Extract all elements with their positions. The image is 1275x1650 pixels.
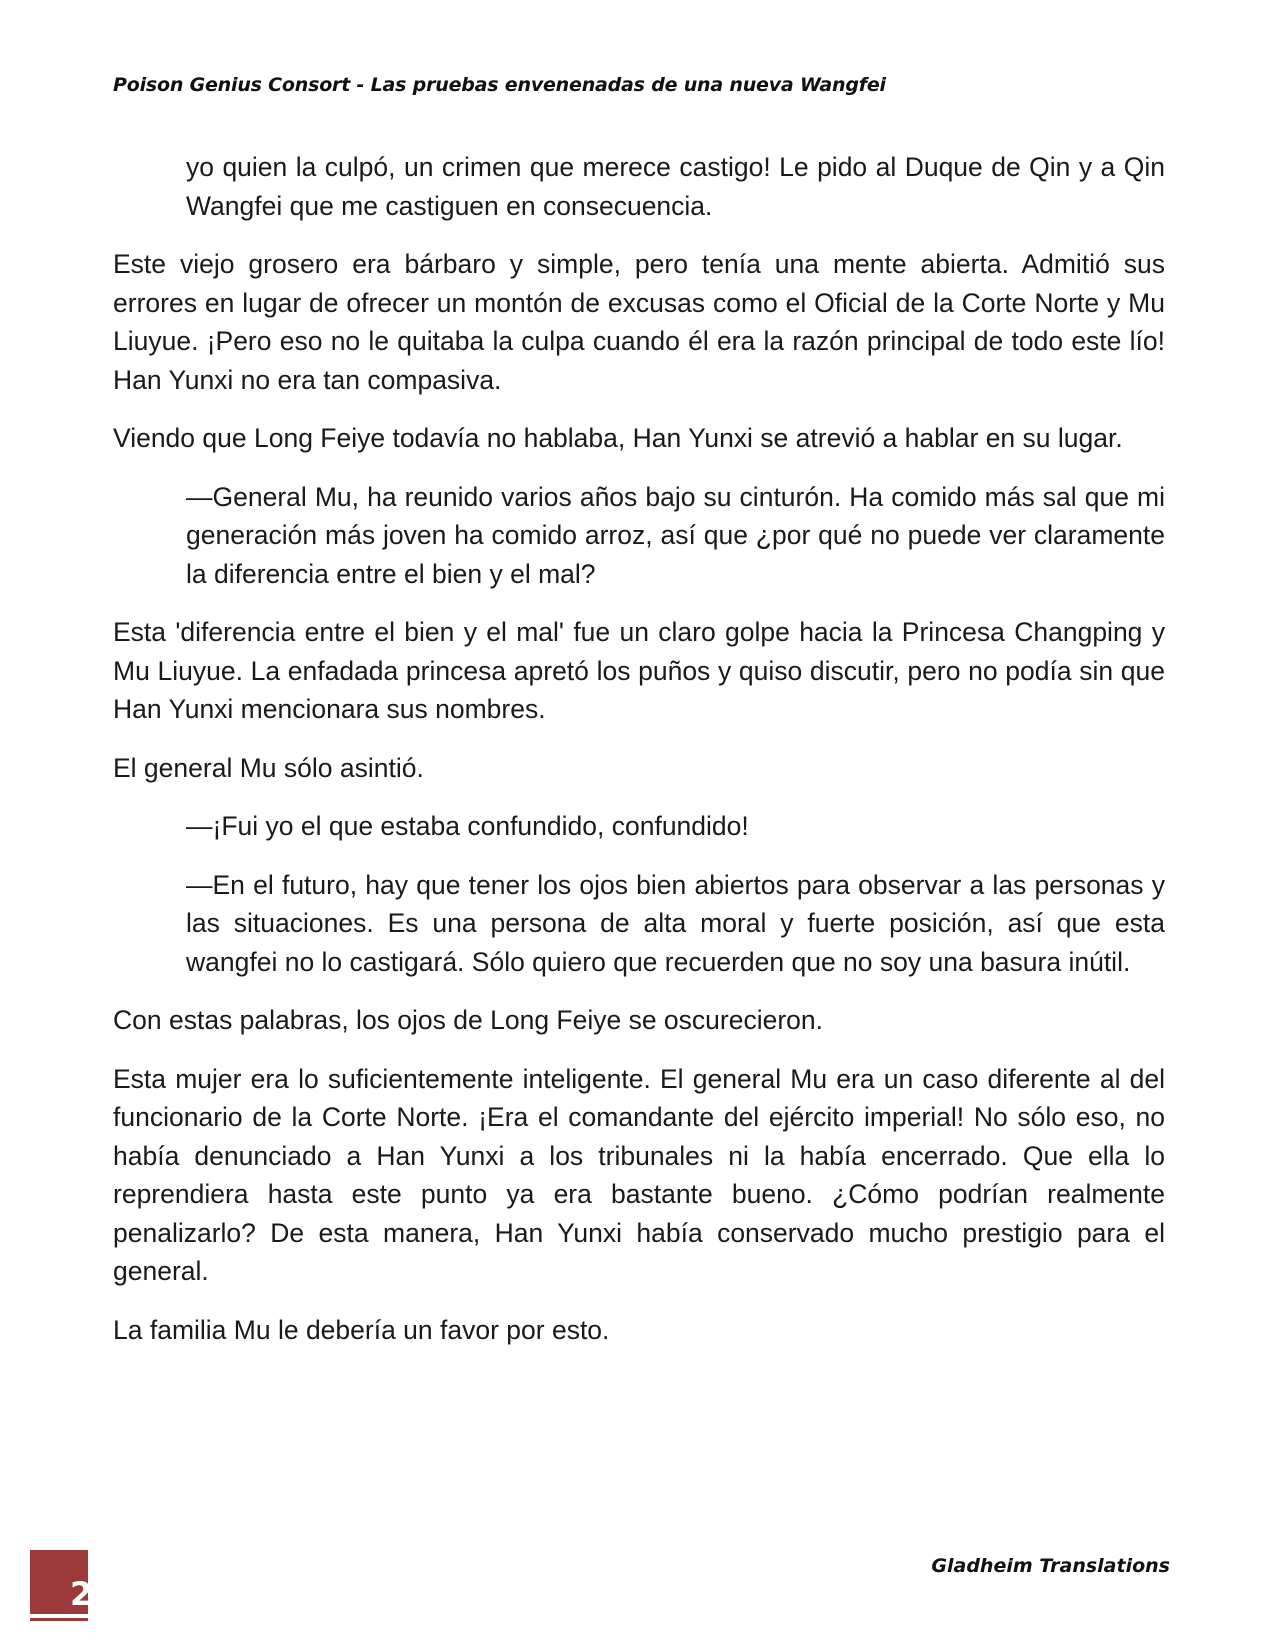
narrative-paragraph: Viendo que Long Feiye todavía no hablaba, Han Yunxi se atrevió a hablar en su lugar. — [113, 423, 1123, 453]
narrative-paragraph: Esta mujer era lo suficientemente inteligente. El general Mu era un caso diferente al del funcionario de la Corte Norte. ¡Era el comandante del ejército imperial! No sólo eso, no había denunciado a Han Yunxi a los tribunales ni la había encerrado. Que ella lo reprendiera hasta este punto ya era bastante bueno. ¿Cómo podrían realmente penalizarlo? De esta manera, Han Yunxi había conservado mucho prestigio para el general. — [113, 1063, 1165, 1286]
dialogue-paragraph: —General Mu, ha reunido varios años bajo su cinturón. Ha comido más sal que mi generación más joven ha comido arroz, así que ¿por qué no puede ver claramente la diferencia entre el bien y el mal? — [186, 481, 1165, 589]
narrative-paragraph: El general Mu sólo asintió. — [113, 752, 424, 783]
narrative-paragraph: Esta 'diferencia entre el bien y el mal' fue un claro golpe hacia la Princesa Changping y Mu Liuyue. La enfadada princesa apretó los puños y quiso discutir, pero no podía sin que Han Yunxi mencionara sus nombres. — [113, 617, 1165, 724]
footer-credit: Gladheim Translations — [931, 1555, 1170, 1577]
page-number: 2 — [70, 1575, 93, 1613]
dialogue-paragraph: —En el futuro, hay que tener los ojos bien abiertos para observar a las personas y las situaciones. Es una persona de alta moral y fuerte posición, así que esta wangfei no lo castigará. Sólo quiero que recuerden que no soy una basura inútil. — [186, 869, 1165, 977]
narrative-paragraph: Con estas palabras, los ojos de Long Feiye se oscurecieron. — [113, 1005, 824, 1035]
page-header-title: Poison Genius Consort - Las pruebas envenenadas de una nueva Wangfei — [113, 74, 886, 96]
body-text — [113, 148, 1165, 1369]
dialogue-paragraph: yo quien la culpó, un crimen que merece castigo! Le pido al Duque de Qin y a Qin Wangfei que me castiguen en consecuencia. — [186, 152, 1165, 221]
narrative-paragraph: Este viejo grosero era bárbaro y simple, pero tenía una mente abierta. Admitió sus errores en lugar de ofrecer un montón de excusas como el Oficial de la Corte Norte y Mu Liuyue. ¡Pero eso no le quitaba la culpa cuando él era la razón principal de todo este lío! Han Yunxi no era tan compasiva. — [113, 249, 1165, 395]
dialogue-paragraph: —¡Fui yo el que estaba confundido, confundido! — [186, 811, 749, 841]
narrative-paragraph: La familia Mu le debería un favor por esto. — [113, 1314, 610, 1345]
page-number-underline — [30, 1618, 88, 1621]
